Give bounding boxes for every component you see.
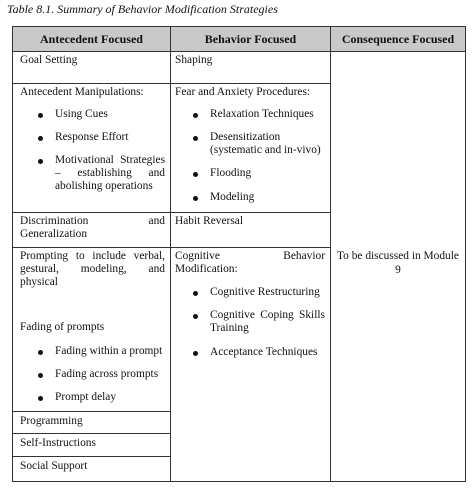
table-border-left [12,26,13,482]
self-instructions: Self-Instructions [20,437,96,449]
table-border-bottom [12,481,466,482]
list-item-motivational: Motivational Strategies [55,154,165,166]
row-divider [170,247,330,248]
row-divider [12,247,170,248]
goal-setting: Goal Setting [20,54,78,66]
discrimination-line-1: Discrimination and [20,215,165,227]
prompting-line-3: physical [20,276,58,288]
list-item: Fading within a prompt [55,345,163,357]
row-divider [12,212,170,213]
header-consequence: Consequence Focused [341,32,455,46]
fading-title: Fading of prompts [20,321,105,333]
motivational-line-2: – establishing and [55,167,165,179]
table-caption: Table 8.1. Summary of Behavior Modification Strategies [7,2,278,16]
list-item: Prompt delay [55,391,117,403]
list-item: Modeling [210,191,255,203]
cbm-line-2: Modification: [175,263,238,275]
habit-reversal: Habit Reversal [175,215,244,227]
discrimination-line-2: Generalization [20,228,88,240]
desensitization-line-2: (systematic and in-vivo) [210,144,321,156]
list-item-coping: Cognitive Coping Skills [210,309,325,321]
header-divider [12,51,466,52]
consequence-text [331,250,465,277]
motivational-line-3: abolishing operations [55,180,153,192]
list-item: Fading across prompts [55,368,159,380]
table-border-right [465,26,466,482]
list-item: Relaxation Techniques [210,108,314,120]
header-behavior: Behavior Focused [204,32,297,46]
prompting-line-2: gestural, modeling, and [20,263,165,275]
row-divider [12,456,170,457]
row-divider [170,212,330,213]
cbm-line-1: Cognitive Behavior [175,250,325,262]
list-item: Cognitive Restructuring [210,286,320,298]
consequence-line-2: 9 [395,263,401,276]
row-divider [12,83,170,84]
header-antecedent: Antecedent Focused [40,32,143,46]
row-divider [12,433,170,434]
shaping: Shaping [175,54,213,66]
row-divider [12,411,170,412]
row-divider [170,83,330,84]
fear-anxiety-title: Fear and Anxiety Procedures: [175,86,311,98]
prompting-line-1: Prompting to include verbal, [20,250,165,262]
list-item: Desensitization [210,131,281,143]
consequence-line-1: To be discussed in Module [337,250,459,262]
programming: Programming [20,415,83,427]
social-support: Social Support [20,460,88,472]
list-item: Response Effort [55,131,129,143]
coping-line-2: Training [210,322,249,334]
antecedent-manipulations-title: Antecedent Manipulations: [20,86,144,98]
column-divider-1 [170,26,171,482]
list-item: Flooding [210,167,252,179]
list-item: Acceptance Techniques [210,346,318,358]
list-item: Using Cues [55,108,108,120]
